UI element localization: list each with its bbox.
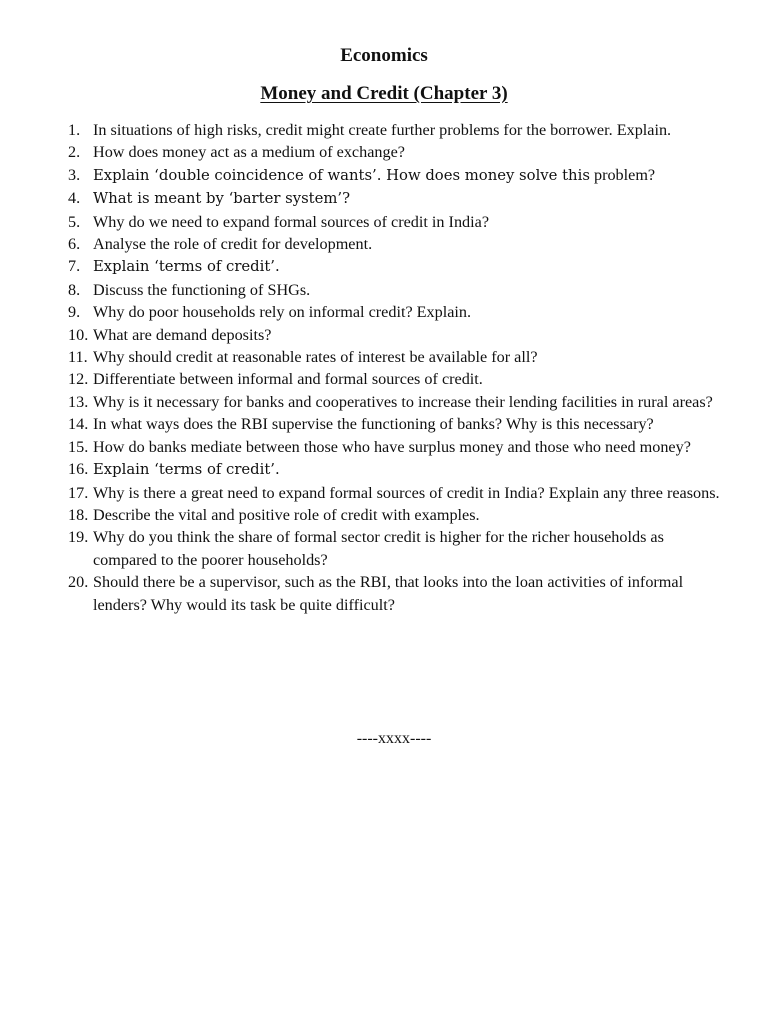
question-item [68, 211, 728, 233]
question-text: What is meant by ‘barter system’? [93, 190, 351, 208]
question-text: Explain ‘terms of credit’. [93, 258, 280, 276]
question-item [68, 187, 728, 210]
question-number: 12. [68, 370, 89, 389]
question-text [93, 167, 655, 184]
question-item [68, 279, 728, 301]
question-number: 15. [68, 437, 89, 456]
question-number: 10. [68, 325, 89, 344]
question-text: How do banks mediate between those who have surplus money and those who need money? [93, 437, 691, 456]
question-number: 9. [68, 303, 81, 322]
question-text: Why do we need to expand formal sources of credit in India? [93, 212, 490, 231]
question-number: 17. [68, 483, 89, 502]
question-item [68, 526, 728, 571]
chapter-subtitle: Money and Credit (Chapter 3) [260, 83, 508, 104]
question-item [68, 413, 728, 435]
question-list [68, 119, 728, 616]
question-text: How does money act as a medium of exchange? [93, 143, 405, 162]
question-text-main: Explain ‘double coincidence of wants’. How does money solve this [93, 166, 590, 184]
question-number: 5. [68, 212, 81, 231]
question-item [68, 458, 728, 481]
question-item [68, 164, 728, 187]
question-text: Differentiate between informal and formal sources of credit. [93, 370, 483, 389]
question-text: In situations of high risks, credit might create further problems for the borrower. Explain. [93, 121, 672, 139]
question-item [68, 233, 728, 255]
question-text: In what ways does the RBI supervise the functioning of banks? Why is this necessary? [93, 415, 654, 434]
question-item [68, 346, 728, 368]
question-item [68, 504, 728, 526]
question-number: 2. [68, 143, 81, 162]
question-number: 8. [68, 280, 81, 299]
question-number: 7. [68, 257, 81, 276]
question-number: 18. [68, 505, 89, 524]
question-text: Why should credit at reasonable rates of interest be available for all? [93, 348, 538, 367]
question-text: Why do poor households rely on informal credit? Explain. [93, 303, 472, 322]
question-text: Discuss the functioning of SHGs. [93, 280, 311, 299]
question-item [68, 571, 728, 616]
question-item [68, 482, 728, 504]
question-number: 20. [68, 573, 89, 592]
question-number: 19. [68, 528, 89, 547]
question-text: Why is it necessary for banks and cooperatives to increase their lending facilities in rural areas? [93, 392, 713, 411]
question-number: 14. [68, 415, 89, 434]
question-number: 3. [68, 165, 81, 184]
end-marker: ----xxxx---- [356, 730, 432, 747]
question-number: 4. [68, 189, 81, 208]
question-item [68, 255, 728, 278]
question-item [68, 119, 728, 141]
question-number: 1. [68, 121, 81, 139]
question-number: 13. [68, 392, 89, 411]
question-item [68, 368, 728, 390]
question-item [68, 436, 728, 458]
question-text: Explain ‘terms of credit’. [93, 461, 280, 479]
question-text: Why is there a great need to expand formal sources of credit in India? Explain any three reasons. [93, 483, 720, 502]
question-text: What are demand deposits? [93, 325, 272, 344]
question-text: Describe the vital and positive role of credit with examples. [93, 505, 480, 524]
question-item [68, 391, 728, 413]
question-number: 16. [68, 460, 89, 479]
question-text: Analyse the role of credit for development. [93, 235, 373, 254]
question-item [68, 301, 728, 323]
question-item [68, 324, 728, 346]
page-title: Economics [340, 45, 428, 66]
question-number: 11. [68, 348, 88, 367]
question-text-tail: problem? [589, 165, 656, 184]
question-number: 6. [68, 235, 81, 254]
question-item [68, 141, 728, 163]
question-text: Why do you think the share of formal sector credit is higher for the richer households as compared to the poorer households? [93, 528, 664, 569]
question-text: Should there be a supervisor, such as the RBI, that looks into the loan activities of informal lenders? Why would its task be quite difficult? [93, 573, 684, 614]
